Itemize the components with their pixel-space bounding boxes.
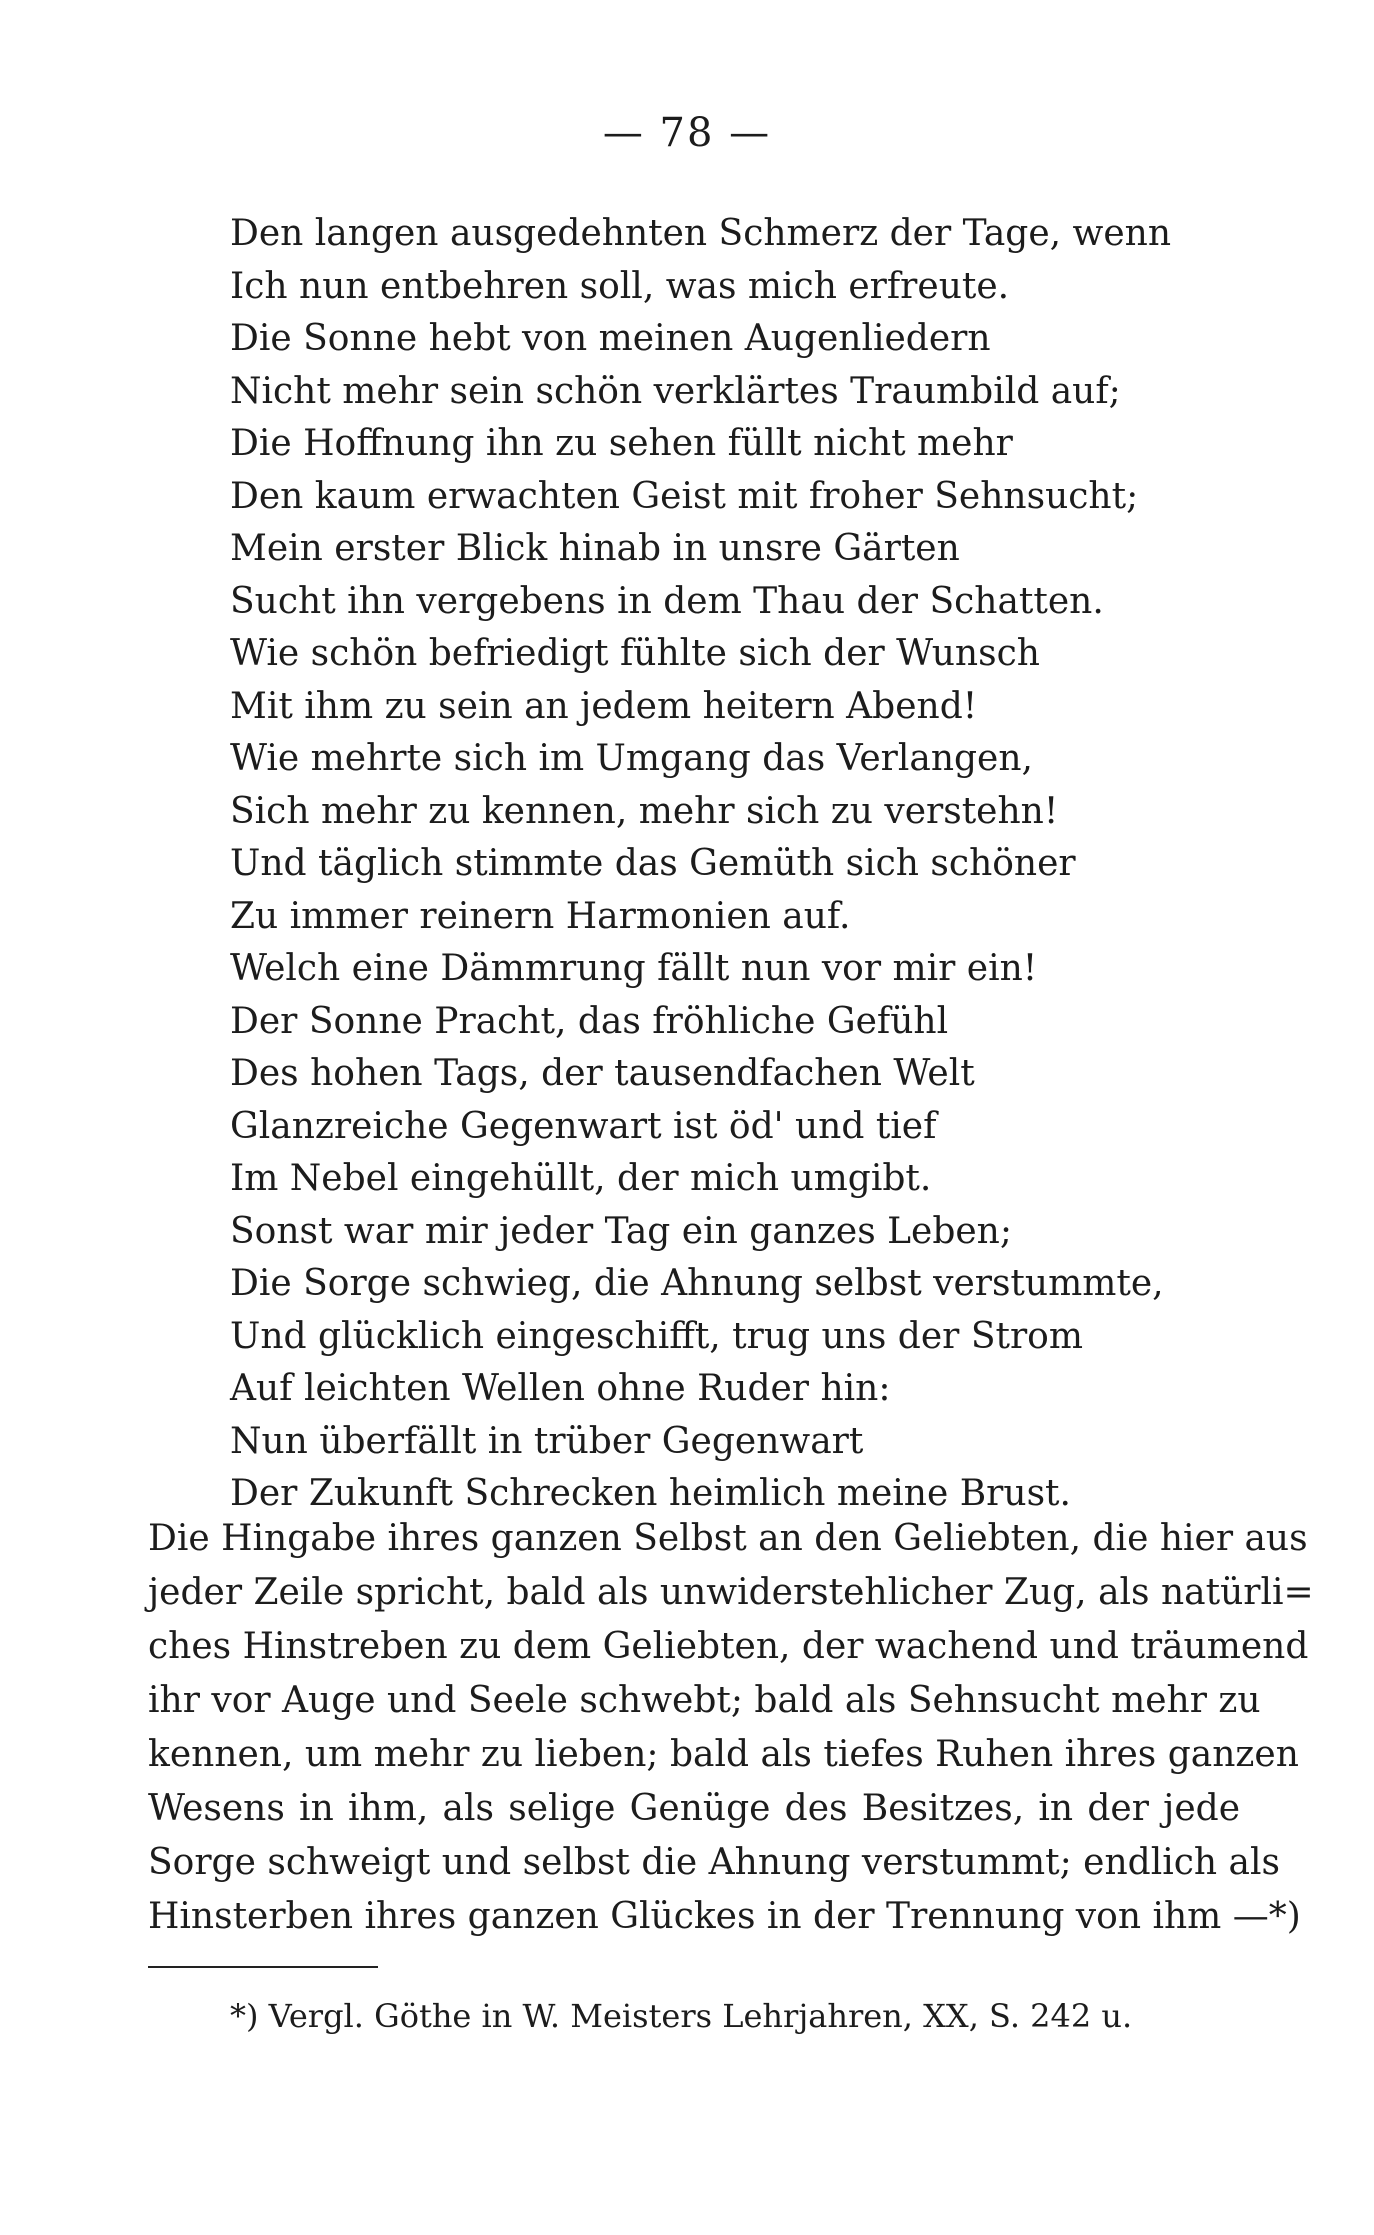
poem-line: Sucht ihn vergebens in dem Thau der Schatten. (230, 580, 1104, 622)
prose-line: ihr vor Auge und Seele schwebt; bald als Sehnsucht mehr zu (148, 1680, 1261, 1721)
poem-line: Auf leichten Wellen ohne Ruder hin: (230, 1368, 891, 1409)
poem-line: Und glücklich eingeschifft, trug uns der Strom (230, 1315, 1083, 1357)
poem-line: Nicht mehr sein schön verklärtes Traumbild auf; (230, 370, 1121, 412)
prose-line: jeder Zeile spricht, bald als unwiderstehlicher Zug, als natürli= (148, 1572, 1314, 1613)
poem-line: Wie schön befriedigt fühlte sich der Wunsch (230, 633, 1040, 674)
prose-line: Die Hingabe ihres ganzen Selbst an den Geliebten, die hier aus (148, 1518, 1308, 1559)
poem-line: Den kaum erwachten Geist mit froher Sehnsucht; (230, 475, 1139, 517)
footnote: *) Vergl. Göthe in W. Meisters Lehrjahren, XX, S. 242 u. (230, 1997, 1133, 2035)
poem-line: Nun überfällt in trüber Gegenwart (230, 1420, 864, 1462)
prose-line: Wesens in ihm, als selige Genüge des Besitzes, in der jede (148, 1788, 1240, 1829)
poem-line: Den langen ausgedehnten Schmerz der Tage, wenn (230, 213, 1172, 254)
prose-line: ches Hinstreben zu dem Geliebten, der wachend und träumend (148, 1626, 1309, 1667)
poem-line: Mit ihm zu sein an jedem heitern Abend! (230, 685, 978, 727)
prose-line: Hinsterben ihres ganzen Glückes in der Trennung von ihm —*) (148, 1896, 1301, 1937)
poem-line: Der Zukunft Schrecken heimlich meine Brust. (230, 1473, 1071, 1514)
prose-line: kennen, um mehr zu lieben; bald als tiefes Ruhen ihres ganzen (148, 1734, 1299, 1775)
footnote-rule (148, 1966, 378, 1968)
poem-line: Sich mehr zu kennen, mehr sich zu verstehn! (230, 790, 1059, 832)
page-number: — 78 — (602, 110, 772, 156)
poem-verse (230, 208, 1171, 1521)
poem-line: Zu immer reinern Harmonien auf. (230, 895, 851, 937)
poem-line: Glanzreiche Gegenwart ist öd' und tief (230, 1105, 937, 1147)
poem-line: Und täglich stimmte das Gemüth sich schöner (230, 843, 1076, 884)
poem-line: Die Hoffnung ihn zu sehen füllt nicht mehr (230, 423, 1013, 464)
prose-paragraph (148, 1512, 1314, 1944)
poem-line: Sonst war mir jeder Tag ein ganzes Leben; (230, 1210, 1012, 1252)
poem-line: Mein erster Blick hinab in unsre Gärten (230, 528, 960, 569)
poem-line: Ich nun entbehren soll, was mich erfreute. (230, 265, 1010, 307)
prose-line: Sorge schweigt und selbst die Ahnung verstummt; endlich als (148, 1842, 1280, 1883)
poem-line: Im Nebel eingehüllt, der mich umgibt. (230, 1158, 932, 1199)
poem-line: Des hohen Tags, der tausendfachen Welt (230, 1053, 975, 1094)
poem-line: Wie mehrte sich im Umgang das Verlangen, (230, 738, 1033, 779)
poem-line: Der Sonne Pracht, das fröhliche Gefühl (230, 1000, 949, 1042)
poem-line: Die Sonne hebt von meinen Augenliedern (230, 318, 991, 359)
poem-line: Die Sorge schwieg, die Ahnung selbst verstummte, (230, 1263, 1164, 1304)
poem-line: Welch eine Dämmrung fällt nun vor mir ein! (230, 948, 1038, 989)
